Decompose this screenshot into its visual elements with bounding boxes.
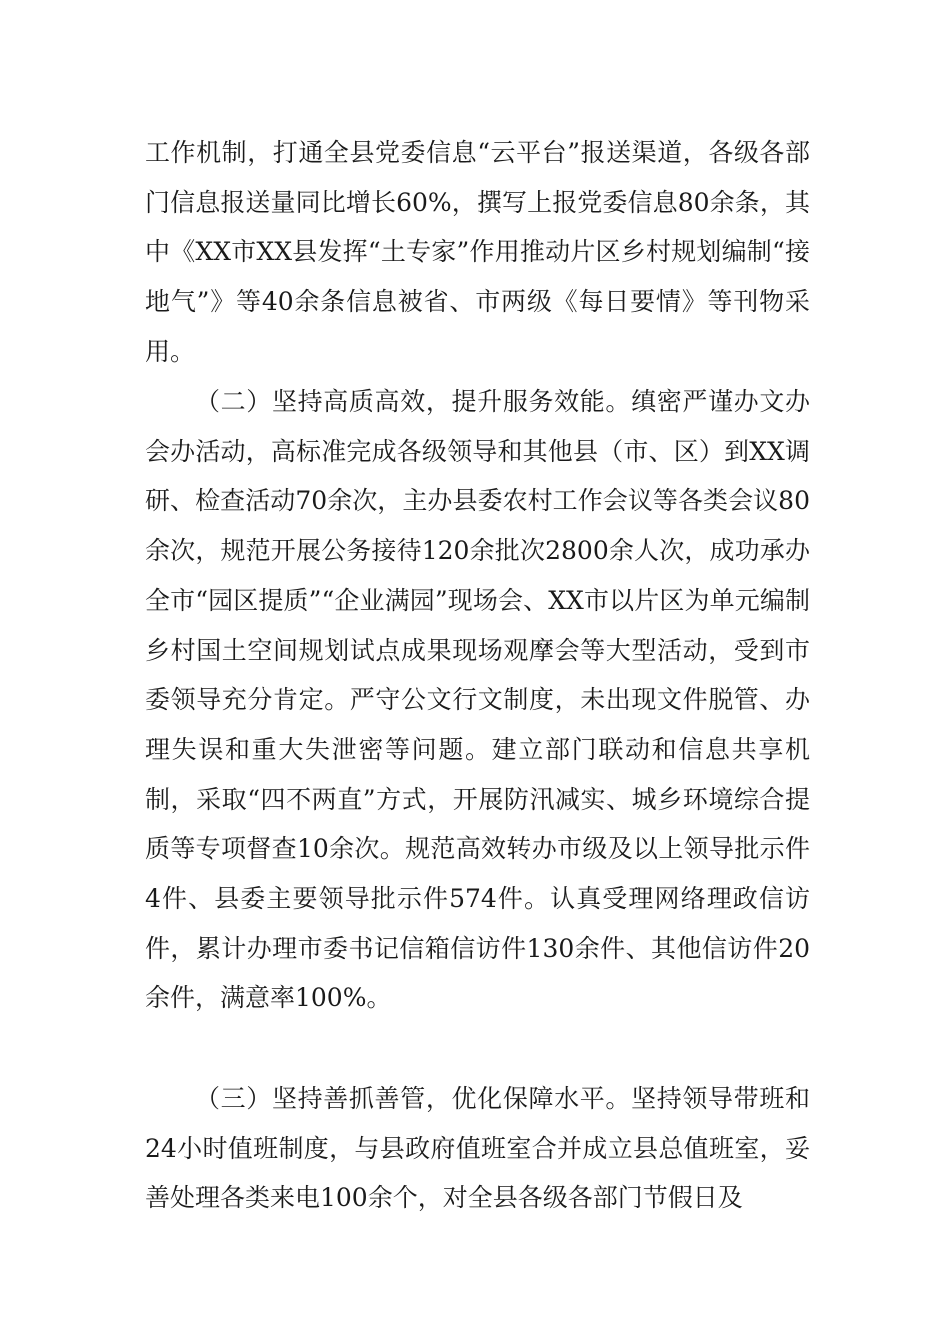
paragraph-work-mechanism xyxy=(145,128,810,377)
paragraph-text: 工作机制，打通全县党委信息“云平台”报送渠道，各级各部门信息报送量同比增长60%，撰写上报党委信息80余条，其中《XX市XX县发挥“土专家”作用推动片区乡村规划编制“接地气”》等40余条信息被省、市两级《每日要情》等刊物采用。 xyxy=(145,138,810,366)
paragraph-text: （三）坚持善抓善管，优化保障水平。坚持领导带班和24小时值班制度，与县政府值班室合并成立县总值班室，妥善处理各类来电100余个，对全县各级各部门节假日及 xyxy=(145,1084,810,1213)
paragraph-service-efficiency xyxy=(145,377,810,1023)
paragraph-support-level xyxy=(145,1074,810,1223)
paragraph-text: （二）坚持高质高效，提升服务效能。缜密严谨办文办会办活动，高标准完成各级领导和其他县（市、区）到XX调研、检查活动70余次，主办县委农村工作会议等各类会议80余次，规范开展公务接待120余批次2800余人次，成功承办全市“园区提质”“企业满园”现场会、XX市以片区为单元编制乡村国土空间规划试点成果现场观摩会等大型活动，受到市委领导充分肯定。严守公文行文制度，未出现文件脱管、办理失误和重大失泄密等问题。建立部门联动和信息共享机制，采取“四不两直”方式，开展防汛减实、城乡环境综合提质等专项督查10余次。规范高效转办市级及以上领导批示件4件、县委主要领导批示件574件。认真受理网络理政信访件，累计办理市委书记信箱信访件130余件、其他信访件20余件，满意率100%。 xyxy=(145,387,810,1013)
